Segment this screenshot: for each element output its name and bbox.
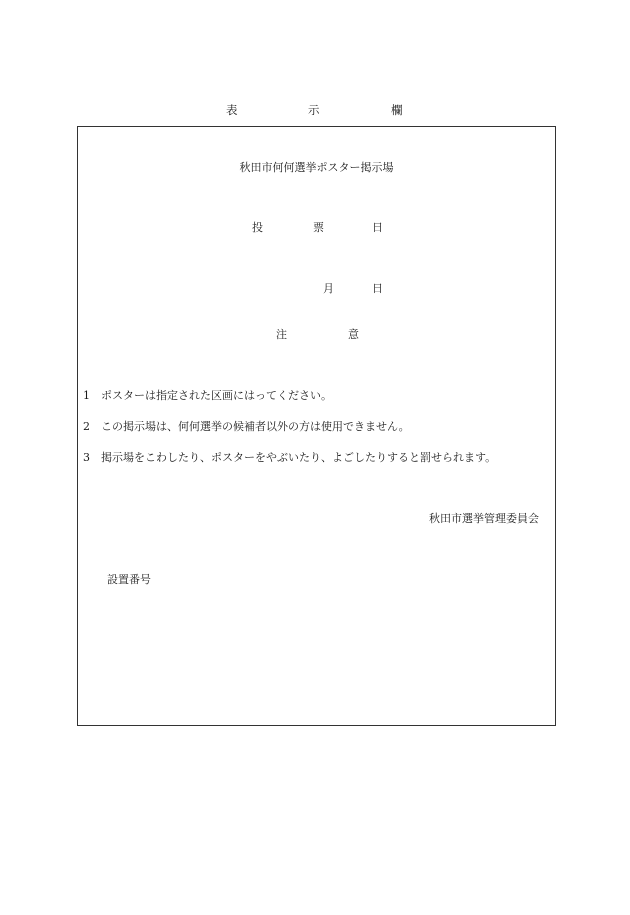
rule-number: 2: [83, 420, 90, 433]
notice-title: 秋田市何何選挙ポスター掲示場: [239, 161, 394, 174]
heading-char-3: 欄: [391, 103, 403, 117]
day-label: 日: [372, 282, 383, 295]
rule-text: この掲示場は、何何選挙の候補者以外の方は使用できません。: [101, 420, 410, 433]
voting-day-char-3: 日: [372, 221, 383, 234]
voting-day-char-2: 票: [313, 221, 324, 234]
installation-number-label: 設置番号: [107, 573, 151, 586]
caution-char-2: 意: [348, 328, 359, 341]
rule-number: 1: [83, 389, 90, 402]
issuer-name: 秋田市選挙管理委員会: [429, 512, 539, 525]
heading-char-2: 示: [308, 103, 320, 117]
heading-char-1: 表: [226, 103, 238, 117]
caution-char-1: 注: [276, 328, 287, 341]
month-label: 月: [323, 282, 334, 295]
rule-text: ポスターは指定された区画にはってください。: [101, 389, 332, 402]
notice-frame: [77, 126, 556, 726]
rule-text: 掲示場をこわしたり、ポスターをやぶいたり、よごしたりすると罰せられます。: [101, 451, 497, 464]
rule-number: 3: [83, 451, 90, 464]
voting-day-char-1: 投: [252, 221, 263, 234]
